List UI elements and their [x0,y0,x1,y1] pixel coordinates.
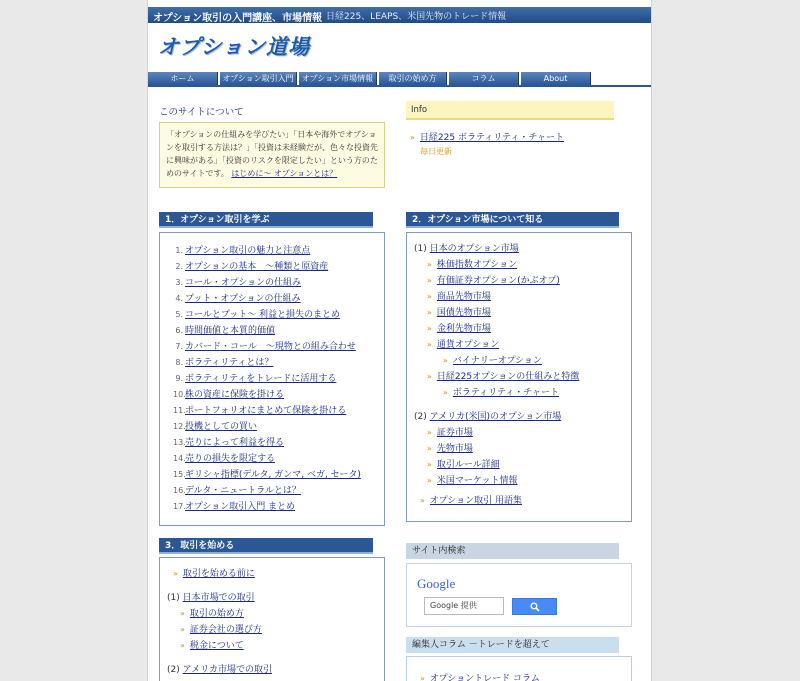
list-item [167,638,272,654]
item-number: 5. [175,310,183,319]
before-start-link[interactable]: 取引を始める前に [182,569,255,579]
lesson-link[interactable]: プット・オプションの仕組み [185,294,301,304]
info-volatility-link[interactable]: 日経225 ボラティリティ・チャート [419,133,565,143]
jp-trade-item-link[interactable]: 税金について [189,641,244,651]
jp-item-link[interactable]: 金利先物市場 [436,324,491,334]
spacer [167,654,272,662]
list-item [173,435,361,451]
arrow-icon: » [427,308,432,317]
item-number: 17. [173,502,186,511]
list-item [173,419,361,435]
list-item [414,257,579,273]
list-item [173,483,361,499]
page [147,0,652,681]
lesson-link[interactable]: オプション取引の魅力と注意点 [185,246,311,256]
section2-box [406,232,632,522]
arrow-icon: » [427,476,432,485]
lesson-link[interactable]: ボラティリティとは？ [185,358,274,368]
jp-trade-item-link[interactable]: 取引の始め方 [189,609,244,619]
list-item [173,323,361,339]
jp-trade-heading: (1) 日本市場での取引 [167,593,255,603]
arrow-icon: » [427,276,432,285]
us-item-link[interactable]: 取引ルール詳細 [436,460,500,470]
jp-market-heading: (1) 日本のオプション市場 [414,244,519,254]
spacer [414,401,579,409]
arrow-icon: » [180,609,185,618]
info-update-note: 毎日更新 [420,147,452,156]
lesson-link[interactable]: オプションの基本 ～種類と原資産 [185,262,329,272]
item-number: 2. [175,262,183,271]
section1-list [173,243,361,515]
lesson-link[interactable]: コールとプット～ 利益と損失のまとめ [185,310,341,320]
list-item [414,353,579,369]
item-number: 1. [175,246,183,255]
about-text: 「オプションの仕組みを学びたい」「日本や海外でオプションを取引する方法は？」「投資は未経験だが、色々な投資先に興味がある」「投資のリスクを限定したい」という方のためのサイトです。 [166,130,378,178]
column-link[interactable]: オプショントレード コラム [429,674,540,681]
list-item [167,606,272,622]
top-bar [148,7,652,23]
list-item [414,369,579,385]
volatility-chart-link[interactable]: ボラティリティ・チャート [452,388,560,398]
glossary-link[interactable]: オプション取引 用語集 [429,496,522,506]
site-logo[interactable]: オプション道場 [158,34,311,59]
item-number: 8. [175,358,183,367]
item-number: 15. [173,470,186,479]
item-number: 7. [175,342,183,351]
item-number: 10. [173,390,186,399]
list-item [173,339,361,355]
list-item [173,259,361,275]
list-item [420,671,540,681]
binary-option-link[interactable]: バイナリーオプション [452,356,542,366]
about-link[interactable]: はじめに～ オプションとは？ [231,169,338,178]
arrow-icon: » [427,324,432,333]
section3-header: 3．取引を始める [159,538,373,554]
list-item [173,307,361,323]
arrow-icon: » [420,496,425,505]
arrow-icon: » [427,292,432,301]
item-number: 4. [175,294,183,303]
lesson-link[interactable]: オプション取引入門 まとめ [185,502,296,512]
arrow-icon: » [410,133,415,142]
arrow-icon: » [427,460,432,469]
section3-box [159,557,385,681]
item-number: 9. [175,374,183,383]
list-item [414,425,579,441]
lesson-link[interactable]: コール・オプションの仕組み [185,278,302,288]
lesson-link[interactable]: カバード・コール ～現物との組み合わせ [185,342,356,352]
list-item [173,403,361,419]
us-market-heading: (2) アメリカ(米国)のオプション市場 [414,412,562,422]
about-title: このサイトについて [159,107,244,118]
main-nav [148,72,593,85]
lesson-link[interactable]: 売りによって利益を得る [185,438,285,448]
us-item-link[interactable]: 米国マーケット情報 [436,476,518,486]
section1-box [159,232,385,526]
lesson-link[interactable]: 投機としての買い [185,422,258,432]
arrow-icon: » [180,625,185,634]
nikkei-option-link[interactable]: 日経225オプションの仕組みと特徴 [436,372,580,382]
nav-start[interactable]: 取引の始め方 [379,72,447,85]
us-market-link[interactable]: アメリカ(米国)のオプション市場 [429,412,562,422]
list-item [173,355,361,371]
list-item [167,622,272,638]
site-tagline: オプション取引の入門講座、市場情報 [153,13,323,24]
jp-item-link[interactable]: 株価指数オプション [436,260,518,270]
item-number: 16. [173,486,186,495]
arrow-icon: » [443,388,448,397]
us-trade-link[interactable]: アメリカ市場での取引 [182,665,272,675]
lesson-link[interactable]: ポートフォリオにまとめて保険を掛ける [185,406,347,416]
nav-about[interactable]: About [521,72,591,85]
section2-header: 2．オプション市場について知る [406,212,619,228]
us-item-link[interactable]: 先物市場 [436,444,473,454]
jp-item-link[interactable]: 国債先物市場 [436,308,491,318]
list-item [414,385,579,401]
spacer [167,582,272,590]
list-item [173,387,361,403]
nav-column[interactable]: コラム [449,72,519,85]
section3-list [167,566,272,678]
column-box [406,656,632,681]
list-item [414,305,579,321]
list-item [414,457,579,473]
item-number: 3. [175,278,183,287]
lesson-link[interactable]: デルタ・ニュートラルとは？ [185,486,301,496]
lesson-link[interactable]: ギリシャ指標(デルタ, ガンマ, ベガ, セータ) [185,470,361,480]
arrow-icon: » [427,260,432,269]
jp-item-link[interactable]: 有価証券オプション(かぶオプ) [436,276,560,286]
nav-market[interactable]: オプション市場情報 [299,72,377,85]
arrow-icon: » [173,569,178,578]
list-item [414,321,579,337]
arrow-icon: » [427,340,432,349]
arrow-icon: » [180,641,185,650]
site-subtitle: 日経225、LEAPS、米国先物のトレード情報 [326,12,507,22]
list-item [414,337,579,353]
arrow-icon: » [420,674,425,681]
column-header: 編集人コラム －トレードを超えて [406,637,619,653]
google-logo: Google [417,576,456,591]
list-item [173,467,361,483]
nav-intro[interactable]: オプション取引入門 [220,72,297,85]
item-number: 12. [173,422,186,431]
nav-home[interactable]: ホーム [148,72,218,85]
list-item [173,291,361,307]
info-header: Info [406,101,614,120]
lesson-link[interactable]: 売りの損失を限定する [185,454,276,464]
search-box [406,563,632,627]
list-item [173,275,361,291]
item-number: 14. [173,454,186,463]
info-item [410,130,564,143]
jp-item-link[interactable]: 通貨オプション [436,340,500,350]
list-item [167,566,272,582]
search-input[interactable]: Google 提供 [424,597,504,615]
jp-market-link[interactable]: 日本のオプション市場 [429,244,519,254]
list-item [414,493,579,509]
lesson-link[interactable]: 株の資産に保険を掛ける [185,390,285,400]
list-item [414,473,579,489]
section1-header: 1．オプション取引を学ぶ [159,212,373,228]
lesson-link[interactable]: 時間価値と本質的価値 [185,326,276,336]
about-box [159,122,385,188]
item-number: 6. [175,326,183,335]
arrow-icon: » [427,428,432,437]
list-item [173,371,361,387]
arrow-icon: » [443,356,448,365]
section2-list [414,241,579,509]
us-trade-heading: (2) アメリカ市場での取引 [167,665,272,675]
search-header: サイト内検索 [406,543,619,559]
jp-item-link[interactable]: 商品先物市場 [436,292,491,302]
arrow-icon: » [427,444,432,453]
arrow-icon: » [427,372,432,381]
us-item-link[interactable]: 証券市場 [436,428,473,438]
search-button[interactable] [512,598,557,615]
nav-divider [148,85,652,87]
lesson-link[interactable]: ボラティリティをトレードに活用する [185,374,337,384]
jp-trade-link[interactable]: 日本市場での取引 [182,593,255,603]
list-item [414,289,579,305]
list-item [173,243,361,259]
item-number: 11. [173,406,186,415]
list-item [414,441,579,457]
list-item [173,451,361,467]
jp-trade-item-link[interactable]: 証券会社の選び方 [189,625,262,635]
list-item [173,499,361,515]
item-number: 13. [173,438,186,447]
list-item [414,273,579,289]
search-icon [530,602,540,612]
